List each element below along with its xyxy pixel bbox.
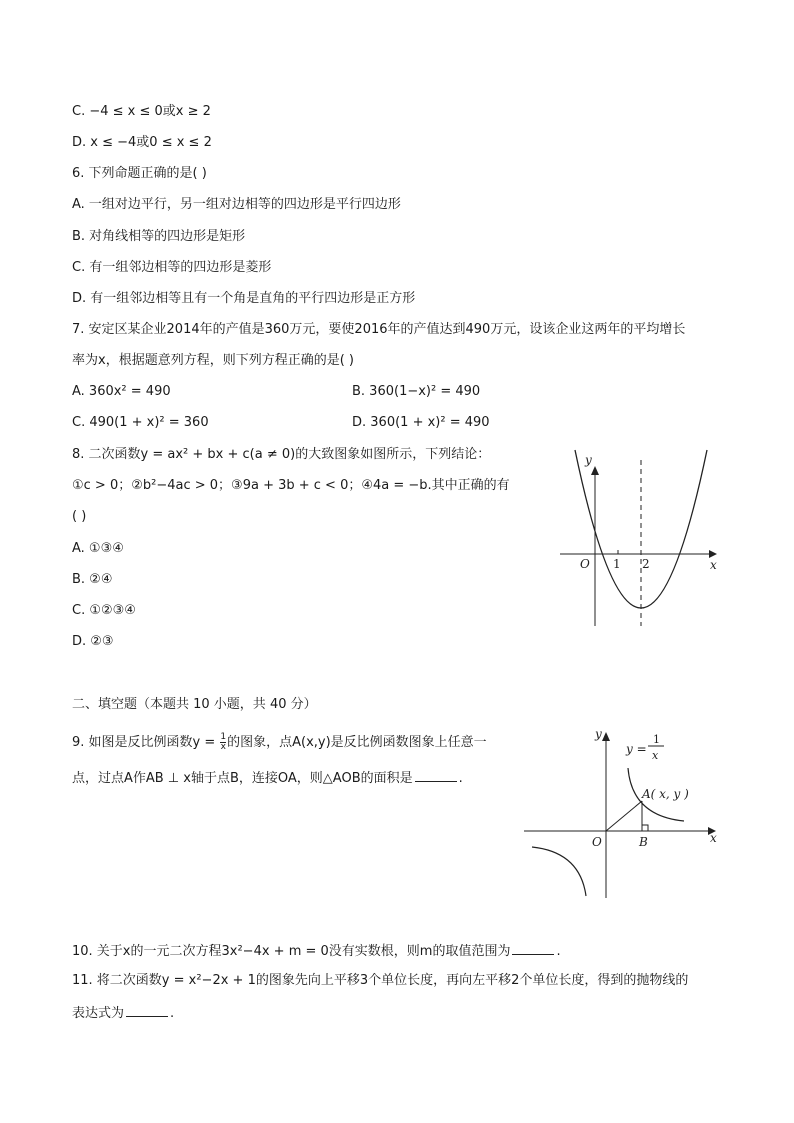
q9-stem-line2-end: . [458,771,463,786]
q6-stem: 6. 下列命题正确的是( ) [72,166,207,181]
q9-y-label: y [595,728,602,741]
q8-parabola-graph [555,448,725,630]
q9-y-arrow [602,732,610,741]
q9-frac-num: 1 [220,732,227,742]
q7-option-d: D. 360(1 + x)² = 490 [352,415,490,430]
q9-frac-den: x [220,742,226,752]
q8-stem-line2: ①c > 0；②b²−4ac > 0；③9a + 3b + c < 0；④4a = −b.其中正确的有 [72,478,510,493]
q7-option-a: A. 360x² = 490 [72,384,171,399]
q8-origin-label: O [580,557,590,571]
q10-stem-end: . [556,944,561,959]
q9-stem-line2-text: 点，过点A作AB ⊥ x轴于点B，连接OA，则△AOB的面积是 [72,771,413,786]
q9-hyperbola-branch-3 [532,847,586,896]
q9-hyperbola-graph [522,728,722,900]
q8-x-arrow [709,550,717,558]
q11-stem-line2 [72,1003,174,1023]
q9-inline-fraction [220,733,226,752]
q6-option-b: B. 对角线相等的四边形是矩形 [72,229,246,244]
q7-option-b: B. 360(1−x)² = 490 [352,384,481,399]
q9-func-den: x [652,749,659,762]
q8-option-a: A. ①③④ [72,541,124,556]
q8-x-label: x [710,558,717,572]
q7-stem-line2: 率为x，根据题意列方程，则下列方程正确的是( ) [72,353,354,368]
q10-stem-text: 10. 关于x的一元二次方程3x²−4x + m = 0没有实数根，则m的取值范围为 [72,944,511,959]
q6-option-d: D. 有一组邻边相等且有一个角是直角的平行四边形是正方形 [72,291,416,306]
q9-stem-line1 [72,733,487,752]
q11-stem-line1: 11. 将二次函数y = x²−2x + 1的图象先向上平移3个单位长度，再向左平移2个单位长度，得到的抛物线的 [72,973,689,988]
q8-option-c: C. ①②③④ [72,603,136,618]
q7-stem-line1: 7. 安定区某企业2014年的产值是360万元，要使2016年的产值达到490万元，设该企业这两年的平均增长 [72,322,686,337]
q8-stem-line3: ( ) [72,509,87,524]
q11-stem-line2-text: 表达式为 [72,1006,125,1021]
q8-y-arrow [591,466,599,475]
q8-tick-1-label: 1 [613,557,621,571]
q7-option-c: C. 490(1 + x)² = 360 [72,415,209,430]
q9-a-label: A( x, y ) [642,787,689,801]
q9-segment-oa [606,801,642,831]
q9-x-label: x [710,831,717,845]
q9-stem-part1: 9. 如图是反比例函数y = [72,735,220,750]
q8-tick-2-label: 2 [642,557,650,571]
q9-stem-part2: 的图象，点A(x,y)是反比例函数图象上任意一 [227,735,487,750]
q9-func-num: 1 [653,733,660,746]
q8-option-d: D. ②③ [72,634,114,649]
q11-answer-blank[interactable] [126,1003,168,1017]
q6-option-a: A. 一组对边平行，另一组对边相等的四边形是平行四边形 [72,197,401,212]
q9-origin-label: O [592,835,602,849]
q9-answer-blank[interactable] [415,768,457,782]
q9-b-label: B [639,835,648,849]
q8-option-b: B. ②④ [72,572,113,587]
q5-option-d: D. x ≤ −4或0 ≤ x ≤ 2 [72,135,212,150]
q11-stem-end: . [170,1006,175,1021]
q10-stem [72,941,561,961]
q8-stem-line1: 8. 二次函数y = ax² + bx + c(a ≠ 0)的大致图象如图所示，下列结论： [72,447,491,462]
q5-option-c: C. −4 ≤ x ≤ 0或x ≥ 2 [72,104,211,119]
q9-right-angle-mark [642,825,648,831]
q6-option-c: C. 有一组邻边相等的四边形是菱形 [72,260,272,275]
q10-answer-blank[interactable] [512,941,554,955]
q8-y-label: y [585,453,592,467]
section2-heading: 二、填空题（本题共 10 小题，共 40 分） [72,697,317,712]
q9-stem-line2 [72,768,463,788]
q9-func-lhs: y = [626,742,647,756]
